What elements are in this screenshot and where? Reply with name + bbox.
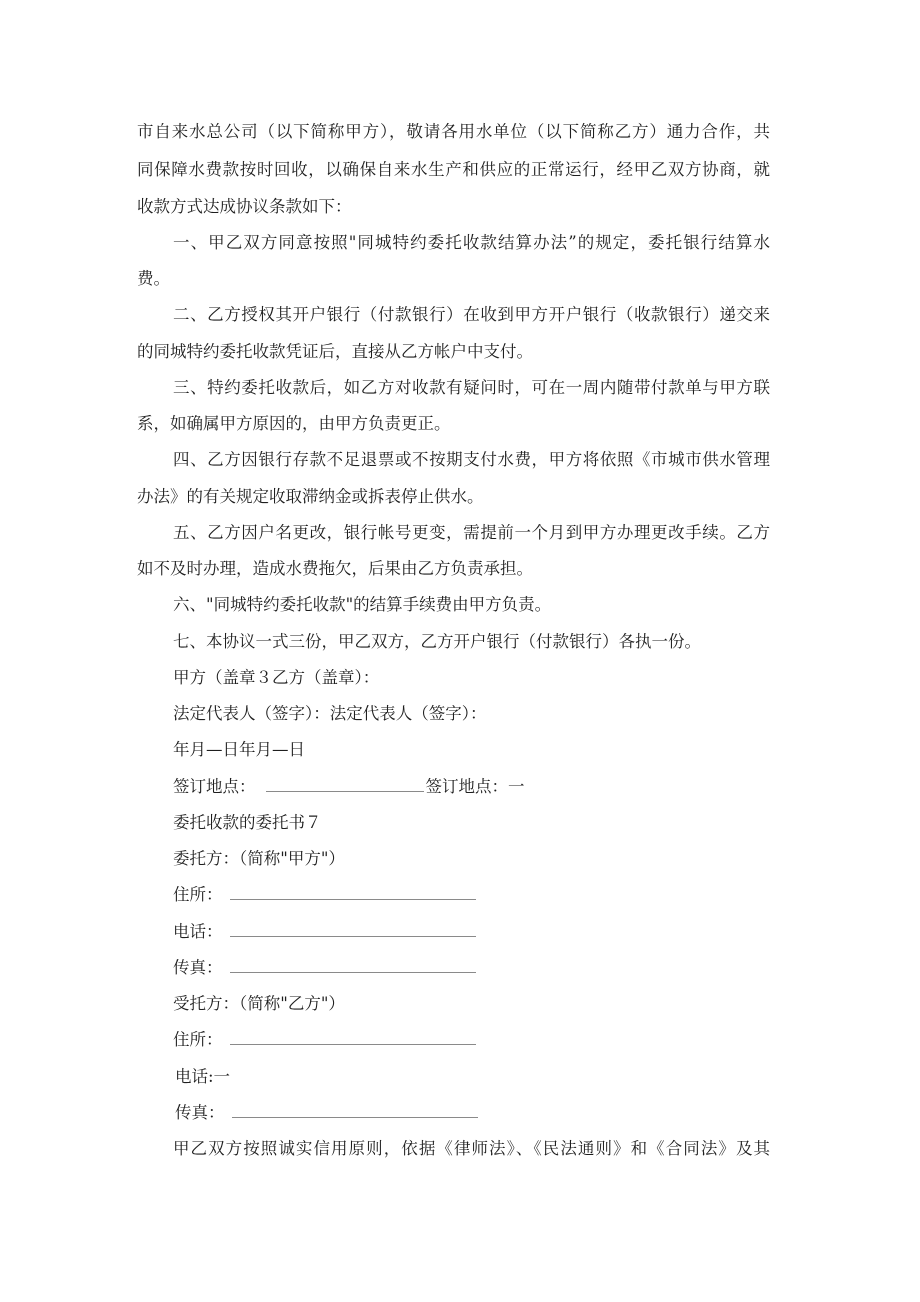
clause-2-line-1: 二、乙方授权其开户银行（付款银行）在收到甲方开户银行（收款银行）递交来	[173, 305, 770, 324]
agent-phone: 电话:一	[175, 1067, 231, 1086]
clause-4-line-2: 办法》的有关规定收取滞纳金或拆表停止供水。	[137, 487, 484, 506]
signing-place-label: 签订地点：	[173, 777, 256, 796]
principal-phone-label: 电话：	[173, 922, 223, 941]
date-line: 年月—日年月—日	[173, 740, 305, 759]
clause-1-line-2: 费。	[137, 269, 170, 288]
intro-line-2: 同保障水费款按时回收，以确保自来水生产和供应的正常运行，经甲乙双方协商，就	[137, 160, 770, 179]
principal-fax-line	[173, 958, 476, 978]
clause-6: 六、"同城特约委托收款"的结算手续费由甲方负责。	[173, 595, 552, 614]
principal-address-line	[173, 885, 476, 905]
seal-line: 甲方（盖章３乙方（盖章）：	[173, 668, 380, 687]
agent-address-label: 住所：	[173, 1030, 223, 1049]
signing-place-line	[173, 777, 525, 797]
representative-line: 法定代表人（签字）：法定代表人（签字）：	[173, 704, 487, 723]
agent-fax-label: 传真：	[175, 1103, 225, 1122]
clause-4-line-1: 四、乙方因银行存款不足退票或不按期支付水费，甲方将依照《市城市供水管理	[173, 450, 770, 469]
clause-7: 七、本协议一式三份，甲乙双方，乙方开户银行（付款银行）各执一份。	[173, 632, 701, 651]
agent-label: 受托方：（简称"乙方"）	[173, 994, 345, 1013]
principal-phone-line	[173, 922, 476, 942]
principal-fax-field[interactable]	[230, 958, 476, 973]
principal-address-label: 住所：	[173, 885, 223, 904]
principal-address-field[interactable]	[230, 885, 476, 900]
agent-fax-field[interactable]	[232, 1103, 478, 1118]
agent-address-field[interactable]	[230, 1030, 476, 1045]
agent-address-line	[173, 1030, 476, 1050]
signing-place-label-2: 签订地点：一	[425, 777, 525, 796]
signing-place-field[interactable]	[266, 777, 424, 792]
principal-fax-label: 传真：	[173, 958, 223, 977]
clause-5-line-2: 如不及时办理，造成水费拖欠，后果由乙方负责承担。	[137, 559, 533, 578]
clause-5-line-1: 五、乙方因户名更改，银行帐号更变，需提前一个月到甲方办理更改手续。乙方	[173, 523, 770, 542]
clause-3-line-2: 系，如确属甲方原因的，由甲方负责更正。	[137, 414, 451, 433]
agent-fax-line	[175, 1103, 478, 1123]
clause-1-line-1: 一、甲乙双方同意按照"同城特约委托收款结算办法”的规定，委托银行结算水	[173, 233, 770, 252]
clause-3-line-1: 三、特约委托收款后，如乙方对收款有疑问时，可在一周内随带付款单与甲方联	[173, 378, 770, 397]
closing-line: 甲乙双方按照诚实信用原则，依据《律师法》、《民法通则》和《合同法》及其	[173, 1139, 770, 1158]
clause-2-line-2: 的同城特约委托收款凭证后，直接从乙方帐户中支付。	[137, 342, 533, 361]
principal-phone-field[interactable]	[230, 922, 476, 937]
second-document-title: 委托收款的委托书７	[173, 813, 322, 832]
intro-line-1: 市自来水总公司（以下简称甲方），敬请各用水单位（以下简称乙方）通力合作，共	[137, 122, 770, 141]
principal-label: 委托方：（简称"甲方"）	[173, 849, 345, 868]
intro-line-3: 收款方式达成协议条款如下：	[137, 197, 352, 216]
